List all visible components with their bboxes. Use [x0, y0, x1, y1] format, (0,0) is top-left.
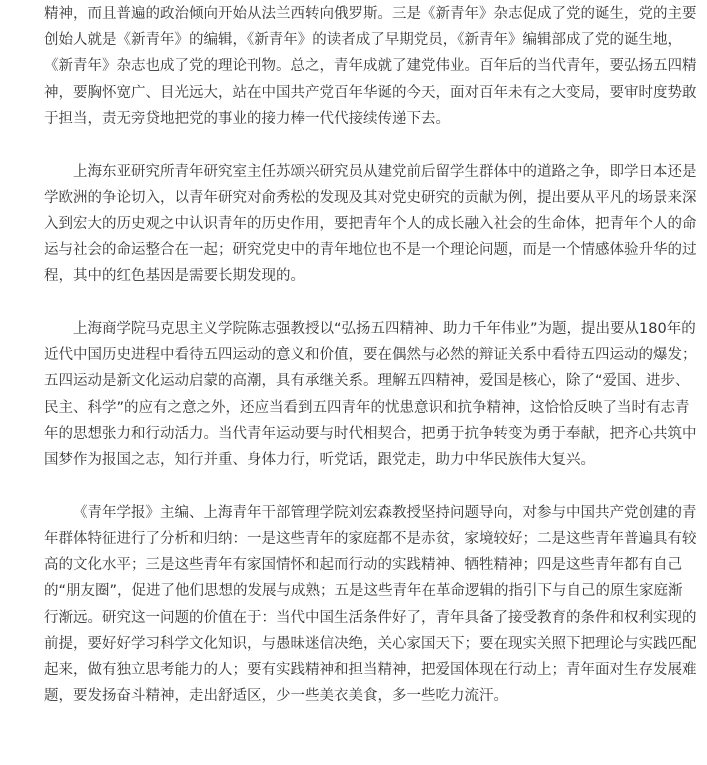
paragraph-spacer	[44, 473, 684, 500]
paragraph-line: 题，要发扬奋斗精神，走出舒适区，少一些美衣美食，多一些吃力流汗。	[44, 688, 508, 705]
article-paragraph	[44, 500, 697, 710]
paragraph-line: 《新青年》杂志也成了党的理论刊物。总之，青年成就了建党伟业。百年后的当代青年，要弘扬五四精	[44, 58, 697, 75]
paragraph-line: 高的文化水平；三是这些青年有家国情怀和起而行动的实践精神、牺牲精神；四是这些青年都有自己	[44, 557, 682, 574]
article-paragraph	[44, 316, 697, 473]
paragraph-line: 上海商学院马克思主义学院陈志强教授以“弘扬五四精神、助力千年伟业”为题，提出要从180年的	[73, 321, 696, 338]
paragraph-line: 《青年学报》主编、上海青年干部管理学院刘宏森教授坚持问题导向，对参与中国共产党创建的青	[73, 504, 697, 521]
paragraph-line: 上海东亚研究所青年研究室主任苏颂兴研究员从建党前后留学生群体中的道路之争，即学日本还是	[73, 163, 697, 180]
paragraph-line: 运与社会的命运整合在一起；研究党史中的青年地位也不是一个理论问题，而是一个情感体验升华的过	[44, 242, 697, 259]
paragraph-line: 于担当，责无旁贷地把党的事业的接力棒一代代接续传递下去。	[44, 110, 450, 127]
paragraph-spacer	[44, 290, 684, 317]
article-body	[44, 1, 697, 709]
paragraph-line: 前提，要好好学习科学文化知识，与愚昧迷信决绝，关心家国天下；要在现实关照下把理论与实践匹配	[44, 635, 697, 652]
paragraph-line: 精神，而且普遍的政治倾向开始从法兰西转向俄罗斯。三是《新青年》杂志促成了党的诞生，党的主要	[44, 6, 697, 22]
paragraph-line: 入到宏大的历史观之中认识青年的历史作用，要把青年个人的成长融入社会的生命体，把青年个人的命	[44, 215, 697, 232]
paragraph-line: 神，要胸怀宽广、目光远大，站在中国共产党百年华诞的今天，面对百年未有之大变局，要审时度势敢	[44, 84, 697, 101]
paragraph-line: 程，其中的红色基因是需要长期发现的。	[44, 268, 305, 285]
paragraph-line: 民主、科学”的应有之意之外，还应当看到五四青年的忧患意识和抗争精神，这恰恰反映了当时有志青	[44, 399, 690, 416]
article-paragraph	[44, 1, 697, 132]
paragraph-line: 的“朋友圈”，促进了他们思想的发展与成熟；五是这些青年在革命逻辑的指引下与自己的原生家庭渐	[44, 583, 683, 600]
paragraph-line: 创始人就是《新青年》的编辑，《新青年》的读者成了早期党员，《新青年》编辑部成了党的诞生地，	[44, 32, 682, 49]
paragraph-line: 学欧洲的争论切入，以青年研究对俞秀松的发现及其对党史研究的贡献为例，提出要从平凡的场景来深	[44, 189, 697, 206]
paragraph-line: 行渐远。研究这一问题的价值在于：当代中国生活条件好了，青年具备了接受教育的条件和权利实现的	[44, 609, 697, 626]
paragraph-line: 年群体特征进行了分析和归纳：一是这些青年的家庭都不是赤贫，家境较好；二是这些青年普遍具有较	[44, 530, 697, 547]
paragraph-line: 五四运动是新文化运动启蒙的高潮，具有承继关系。理解五四精神，爱国是核心，除了“爱国、进步、	[44, 373, 690, 390]
article-paragraph	[44, 159, 697, 290]
paragraph-line: 近代中国历史进程中看待五四运动的意义和价值，要在偶然与必然的辩证关系中看待五四运动的爆发；	[44, 347, 697, 364]
paragraph-line: 国梦作为报国之志，知行并重、身体力行，听党话，跟党走，助力中华民族伟大复兴。	[44, 452, 595, 469]
paragraph-spacer	[44, 132, 684, 159]
paragraph-line: 年的思想张力和行动活力。当代青年运动要与时代相契合，把勇于抗争转变为勇于奉献，把齐心共筑中	[44, 425, 697, 442]
paragraph-line: 起来，做有独立思考能力的人；要有实践精神和担当精神，把爱国体现在行动上；青年面对生存发展难	[44, 661, 697, 678]
